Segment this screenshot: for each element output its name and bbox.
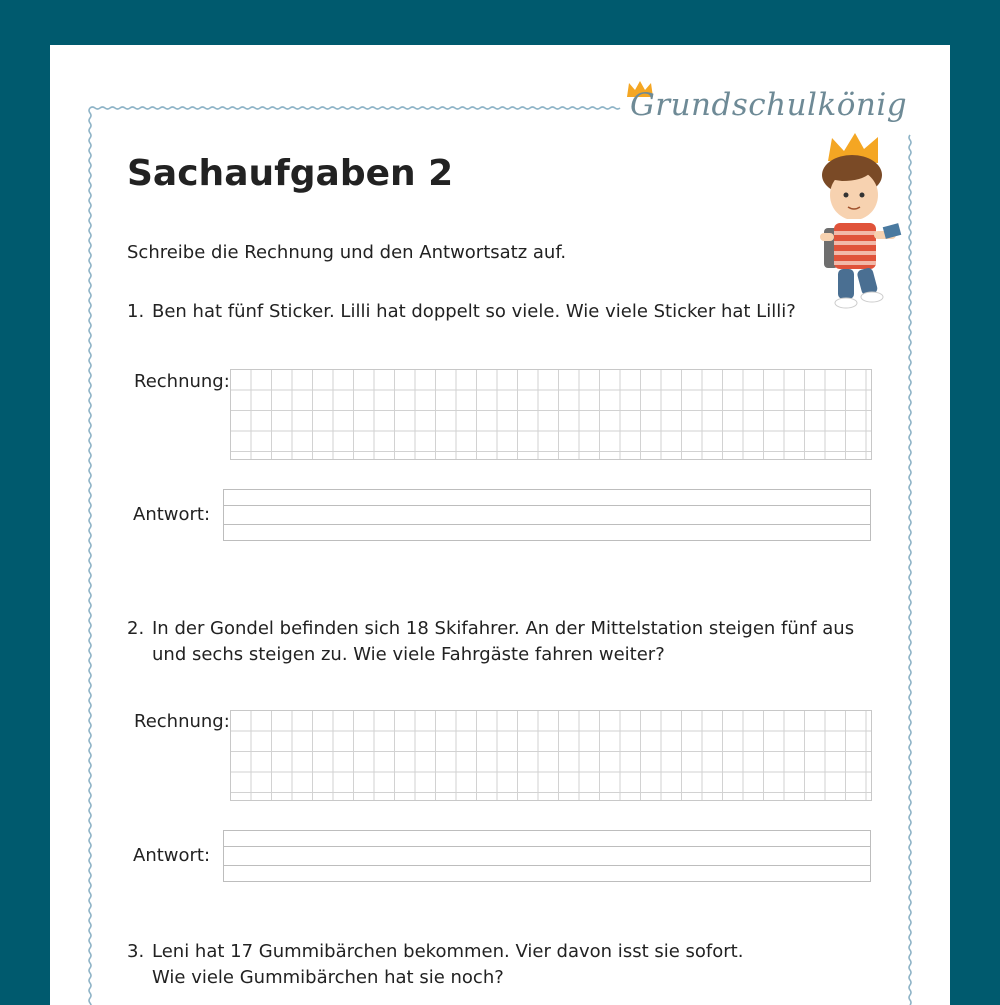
page-title: Sachaufgaben 2: [127, 153, 454, 194]
rechnung-label: Rechnung:: [134, 371, 230, 392]
writing-line: [224, 524, 870, 525]
question-number: 1.: [127, 301, 145, 322]
question-1: [127, 299, 887, 329]
rechnung-grid-2[interactable]: [230, 710, 872, 801]
antwort-lines-2[interactable]: [223, 830, 871, 882]
antwort-lines-1[interactable]: [223, 489, 871, 541]
question-number: 2.: [127, 618, 145, 639]
worksheet-page: [50, 45, 950, 1005]
antwort-label: Antwort:: [133, 504, 211, 525]
rechnung-grid-1[interactable]: [230, 369, 872, 460]
brand-logo: Grundschulkönig: [630, 87, 908, 123]
writing-line: [224, 846, 870, 847]
antwort-label: Antwort:: [133, 845, 211, 866]
question-text: Ben hat fünf Sticker. Lilli hat doppelt so viele. Wie viele Sticker hat Lilli?: [152, 301, 796, 322]
question-text: Leni hat 17 Gummibärchen bekommen. Vier davon isst sie sofort. Wie viele Gummibärchen hat sie noch?: [152, 941, 744, 988]
question-3: [127, 939, 887, 995]
question-number: 3.: [127, 941, 145, 962]
boy-with-crown-mascot: [812, 133, 907, 313]
instruction-text: Schreibe die Rechnung und den Antwortsatz auf.: [127, 242, 567, 263]
writing-line: [224, 865, 870, 866]
question-text: In der Gondel befinden sich 18 Skifahrer. An der Mittelstation steigen fünf aus und sechs steigen zu. Wie viele Fahrgäste fahren weiter?: [152, 618, 855, 665]
rechnung-label: Rechnung:: [134, 711, 230, 732]
writing-line: [224, 505, 870, 506]
question-2: [127, 616, 887, 672]
